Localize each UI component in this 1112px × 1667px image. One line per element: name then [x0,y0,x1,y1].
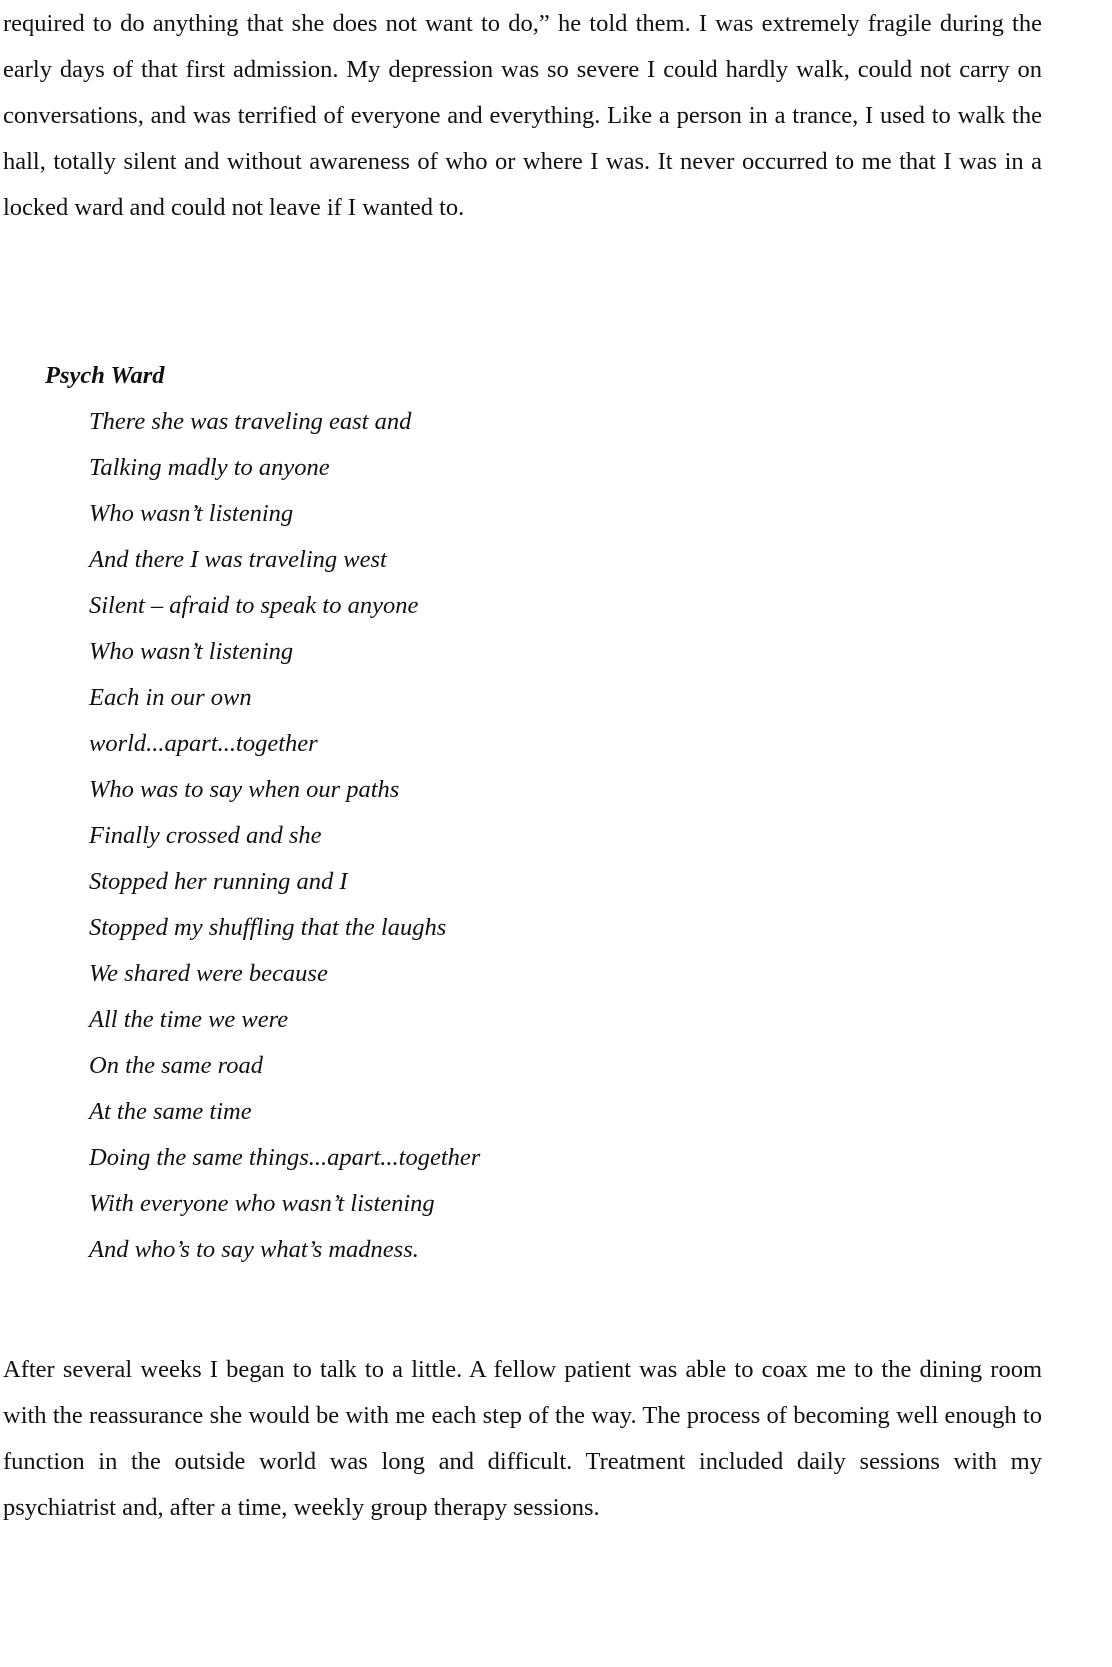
poem-line: There she was traveling east and [89,408,412,435]
poem-line: Each in our own [89,684,252,711]
poem-line: We shared were because [89,960,328,987]
poem-line: With everyone who wasn’t listening [89,1190,435,1217]
poem-line: And who’s to say what’s madness. [89,1236,419,1263]
poem-block [45,353,745,1273]
poem-lines [45,399,745,1273]
opening-paragraph: required to do anything that she does not want to do,” he told them. I was extremely fragile during the early days of that first admission. My depression was so severe I could hardly walk, could not carry on conversations, and was terrified of everyone and everything. Like a person in a trance, I used to walk the hall, totally silent and without awareness of who or where I was. It never occurred to me that I was in a locked ward and could not leave if I wanted to. [3,10,1042,221]
poem-line: Silent – afraid to speak to anyone [89,592,419,619]
poem-line: Who wasn’t listening [89,638,294,665]
poem-line: On the same road [89,1052,263,1079]
poem-line: And there I was traveling west [89,546,387,573]
poem-title: Psych Ward [45,362,165,389]
poem-line: Who was to say when our paths [89,776,400,803]
poem-line: world...apart...together [89,730,318,757]
poem-line: Doing the same things...apart...together [89,1144,481,1171]
poem-line: Who wasn’t listening [89,500,294,527]
closing-paragraph: After several weeks I began to talk to a little. A fellow patient was able to coax me to the dining room with the reassurance she would be with me each step of the way. The process of becoming well enough to function in the outside world was long and difficult. Treatment included daily sessions with my psychiatrist and, after a time, weekly group therapy sessions. [3,1356,1042,1521]
poem-line: Finally crossed and she [89,822,322,849]
poem-line: At the same time [89,1098,252,1125]
poem-line: Stopped my shuffling that the laughs [89,914,447,941]
poem-line: Talking madly to anyone [89,454,330,481]
poem-line: Stopped her running and I [89,868,348,895]
poem-line: All the time we were [89,1006,289,1033]
